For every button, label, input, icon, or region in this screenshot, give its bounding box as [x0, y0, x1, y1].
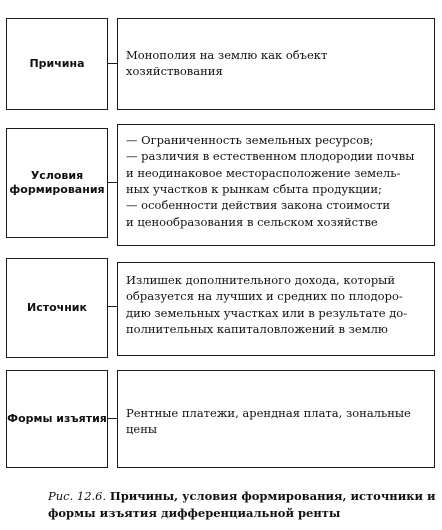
content-box-prichina: [117, 18, 435, 110]
connector-formy: [108, 418, 117, 419]
label-box-istochnik: [6, 258, 108, 358]
content-box-istochnik: [117, 262, 435, 356]
content-line: ных участков к рынкам сбыта продукции;: [126, 181, 382, 196]
label-formy: Формы изъятия: [7, 412, 107, 426]
content-line: — Ограниченность земельных ресурсов;: [126, 133, 374, 147]
content-line: Монополия на землю как объект: [126, 48, 328, 62]
content-line: — различия в естественном плодородии почвы: [126, 149, 415, 164]
label-usloviya-line2: формирования: [9, 183, 105, 196]
content-line: и неодинаковое месторасположение земель-: [126, 165, 401, 180]
connector-usloviya: [108, 182, 117, 183]
label-prichina: Причина: [29, 57, 85, 71]
label-box-prichina: [6, 18, 108, 110]
label-istochnik: Источник: [27, 301, 87, 315]
content-line: и ценообразования в сельском хозяйстве: [126, 214, 378, 229]
caption-text: Причины, условия формирования, источники и формы изъятия дифференциальной ренты: [48, 489, 436, 520]
content-line: образуется на лучших и средних по плодоро-: [126, 289, 403, 304]
label-box-formy: [6, 370, 108, 468]
connector-prichina: [108, 63, 117, 64]
figure-caption: [48, 488, 436, 521]
content-line: — особенности действия закона стоимости: [126, 198, 391, 213]
label-box-usloviya: [6, 128, 108, 238]
content-box-formy: [117, 370, 435, 468]
content-line: полнительных капиталовложений в землю: [126, 321, 388, 336]
content-line: Излишек дополнительного дохода, который: [126, 273, 396, 287]
figure-label: Рис. 12.6.: [48, 489, 107, 503]
connector-istochnik: [108, 306, 117, 307]
content-box-usloviya: [117, 124, 435, 246]
content-line: цены: [126, 422, 158, 437]
content-line: хозяйствования: [126, 64, 223, 79]
label-usloviya-line1: Условия: [30, 169, 84, 183]
content-line: Рентные платежи, арендная плата, зональные: [126, 406, 411, 420]
content-line: дию земельных участках или в результате до-: [126, 305, 408, 320]
